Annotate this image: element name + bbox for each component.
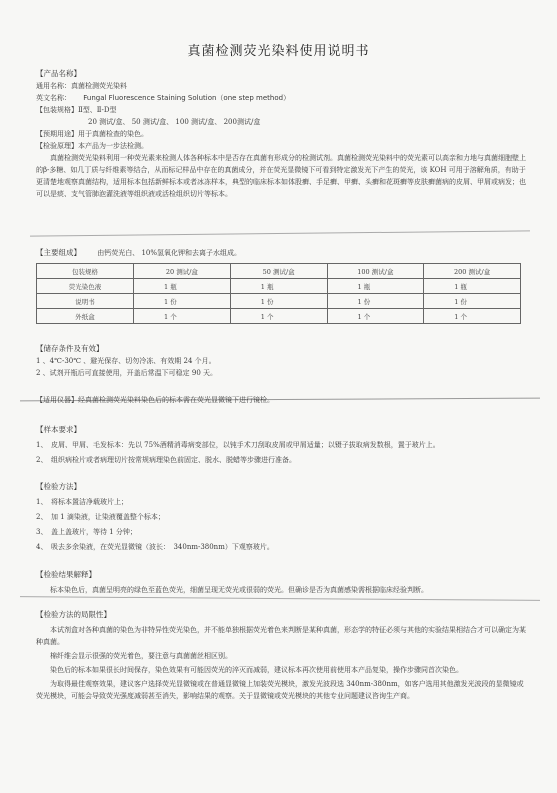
table-header-cell: 50 测试/盒 [230,264,327,279]
table-cell: 外纸盒 [37,309,134,324]
limitations-heading: 【检验方法的局限性】 [36,610,111,619]
method-heading: 【检验方法】 [36,482,81,491]
packaging-line2: 20 测试/盒、 50 测试/盒、 100 测试/盒、 200测试/盒 [88,118,261,126]
table-cell: 1 份 [134,294,231,309]
table-cell: 1 瓶 [134,279,231,294]
storage-item: 2 、试剂开瓶后可直接使用，开盖后常温下可稳定 90 天。 [36,369,218,377]
limitations-paragraph: 本试剂盒对各种真菌的染色为非特异性荧光染色，并不能单独根据荧光着色来判断是某种真菌，形态学的特征必须与其他的实验结果相结合才可以确定为某种真菌。 [36,626,526,646]
table-header-cell: 200 测试/盒 [424,264,521,279]
table-cell: 1 个 [230,309,327,324]
composition-table [36,263,521,324]
composition-section [36,247,526,259]
english-name-row [36,92,526,104]
limitations-paragraph: 为取得最佳观察效果，建议客户选择荧光显微镜或在普通显微镜上加装荧光模块，激发光波段选 340nm-380nm，如客户选用其他激发光波段的显微镜或荧光模块，可能会导致荧光强度减弱甚至消失，影响结果的观察。关于显微镜或荧光模块的其他专业问题建议咨询生产商。 [36,680,524,700]
english-name-value: Fungal Fluorescence Staining Solution（one step method） [83,94,291,102]
table-row [37,309,521,324]
storage-heading: 【储存条件及有效】 [36,344,104,353]
document-title: 真菌检测荧光染料使用说明书 [187,44,370,59]
english-name-label: 英文名称： [36,94,71,102]
packaging-line1: 【包装规格】Ⅱ型、Ⅱ-D型 [36,106,117,114]
principle-heading: 【检验原理】本产品为一步法检测。 [36,142,148,150]
sample-item: 2、 组织病检片或者病理切片按常规病理染色前固定、脱水、脱蜡等步骤进行准备。 [36,456,296,464]
instrument-text: 【适用仪器】经真菌检测荧光染料染色后的标本需在荧光显微镜下进行镜检。 [36,396,274,404]
limitations-paragraph: 染色后的标本如果很长时间保存，染色效果有可能因荧光的淬灭而减弱，建议标本再次使用前使用本产品复染，操作步骤同首次染色。 [50,666,463,674]
table-row [37,279,521,294]
method-item: 4、 吸去多余染液，在荧光显微镜（波长： 340nm-380nm）下观察玻片。 [36,543,274,551]
scan-line [30,230,530,236]
product-section [36,68,526,200]
intended-use: 【预期用途】用于真菌检查的染色。 [36,130,148,138]
sample-item: 1、 皮屑、甲屑、毛发标本：先以 75%酒精消毒病变部位，以钝手术刀刮取皮屑或甲屑适量；以镊子拔取病发数根，置于玻片上。 [36,441,440,449]
table-cell: 1 份 [230,294,327,309]
composition-row [36,247,526,259]
storage-section [36,343,526,379]
sample-heading: 【样本要求】 [36,425,81,434]
table-header-cell: 100 测试/盒 [327,264,424,279]
table-cell: 1 个 [327,309,424,324]
limitations-section [36,609,526,702]
table-cell: 1 个 [424,309,521,324]
table-header-cell: 包装规格 [37,264,134,279]
table-cell: 说明书 [37,294,134,309]
table-cell: 1 瓶 [230,279,327,294]
instrument-section [36,394,526,406]
table-cell: 1 瓶 [424,279,521,294]
table-cell: 1 份 [424,294,521,309]
product-heading: 【产品名称】 [36,69,81,78]
method-item: 3、 盖上盖玻片，等待 1 分钟； [36,528,137,536]
limitations-paragraph: 棉纤维会显示很强的荧光着色，要注意与真菌菌丝相区别。 [50,652,232,660]
storage-item: 1 、4℃-30℃ 、避光保存、切勿冷冻、有效期 24 个月。 [36,357,216,365]
table-cell: 1 瓶 [327,279,424,294]
composition-desc: 由钙荧光白、 10%氢氧化钾和去离子水组成。 [97,249,242,257]
method-item: 1、 将标本置洁净载玻片上； [36,498,128,506]
sample-section [36,424,526,466]
table-cell: 荧光染色液 [37,279,134,294]
interpretation-section [36,569,526,596]
generic-name: 通用名称：真菌检测荧光染料 [36,82,127,90]
principle-text: 真菌检测荧光染料利用一种荧光素来检测人体各种标本中是否存在真菌有形成分的检测试剂。真菌检测荧光染料中的荧光素可以高亲和力地与真菌细胞壁上的β-多糖、如几丁质与纤维素等结合，从而标记样品中存在的真菌成分，并在荧光显微镜下可看到特定激发光下产生的荧光，该 KOH 可用于溶解角质，有助于更清楚地观察真菌结构，适用标本包括新鲜标本或者冰冻样本，典型的临床标本如体股癣、手足癣、甲癣、头癣和花斑癣等皮肤癣菌病的皮屑、甲屑或病发；也可以是痰、支气管肺泡灌洗液等组织液或活检组织切片等标本。 [36,154,526,198]
table-header-row [37,264,521,279]
table-header-cell: 20 测试/盒 [134,264,231,279]
method-section [36,481,526,553]
table-cell: 1 个 [134,309,231,324]
interpretation-text: 标本染色后，真菌呈明亮的绿色至蓝色荧光，细菌呈现无荧光或很弱的荧光。但确诊是否为真菌感染需根据临床经验判断。 [50,586,428,594]
composition-heading: 【主要组成】 [36,248,81,257]
table-cell: 1 份 [327,294,424,309]
table-row [37,294,521,309]
interpretation-heading: 【检验结果解释】 [36,570,96,579]
fold-line [20,596,540,601]
method-item: 2、 加 1 滴染液，让染液覆盖整个标本； [36,513,165,521]
